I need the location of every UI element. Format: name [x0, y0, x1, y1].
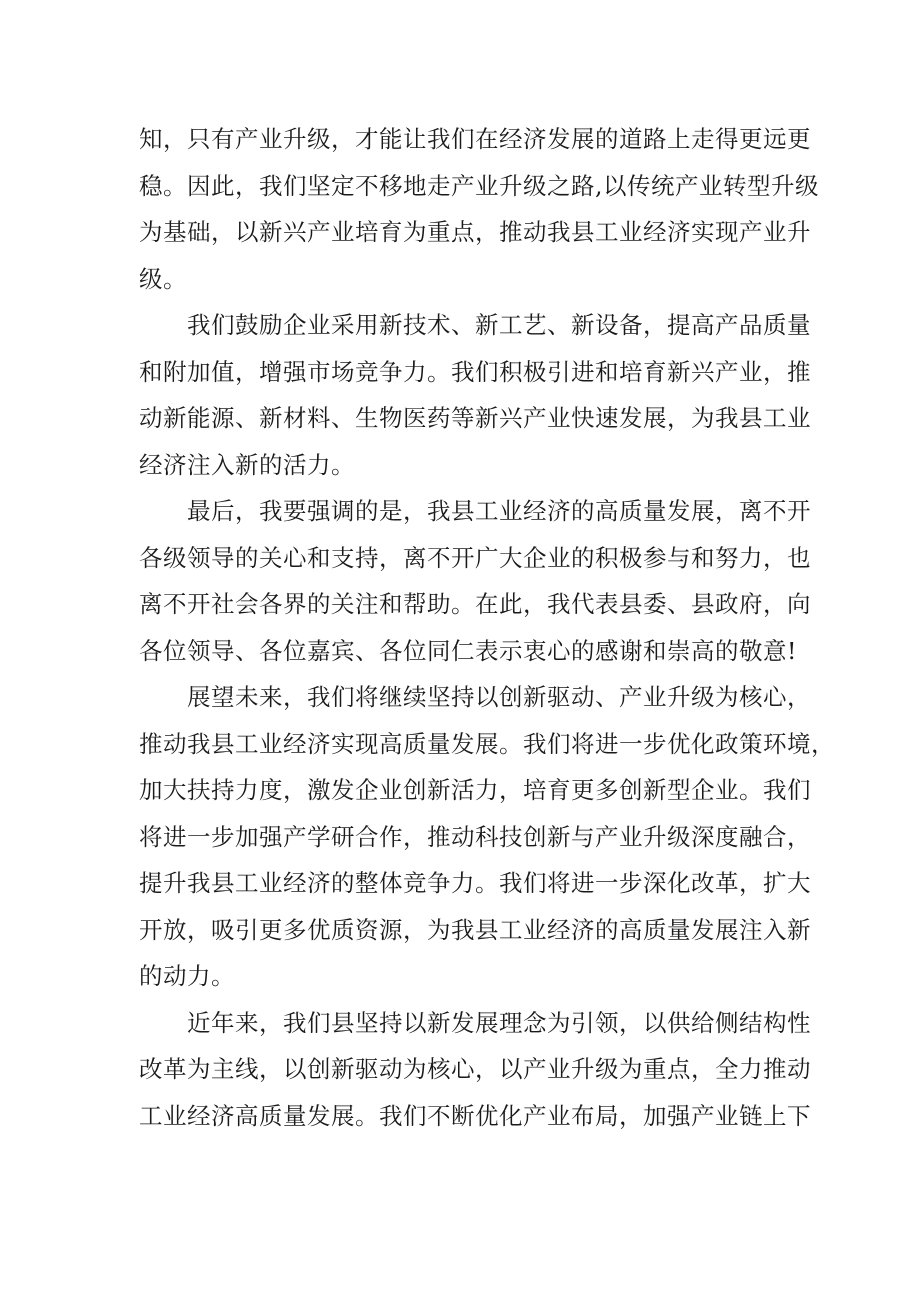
text-line: 和附加值，增强市场竞争力。我们积极引进和培育新兴产业，推: [139, 357, 811, 386]
body-text: [139, 116, 835, 1139]
text-line: 改革为主线，以创新驱动为核心，以产业升级为重点，全力推动: [139, 1055, 811, 1083]
text-line: 稳。因此，我们坚定不移地走产业升级之路,以传统产业转型升级: [139, 171, 819, 200]
text-line: 推动我县工业经济实现高质量发展。我们将进一步优化政策环境，: [139, 729, 835, 758]
text-line: 工业经济高质量发展。我们不断优化产业布局，加强产业链上下: [139, 1101, 811, 1130]
text-line: 开放，吸引更多优质资源，为我县工业经济的高质量发展注入新: [139, 915, 811, 944]
text-line: 各级领导的关心和支持，离不开广大企业的积极参与和努力，也: [139, 543, 811, 572]
text-line: 离不开社会各界的关注和帮助。在此，我代表县委、县政府，向: [139, 590, 811, 618]
text-line: 级。: [139, 264, 187, 293]
text-line: 为基础，以新兴产业培育为重点，推动我县工业经济实现产业升: [139, 218, 811, 246]
text-line: 经济注入新的活力。: [139, 450, 355, 479]
text-line: 将进一步加强产学研合作，推动科技创新与产业升级深度融合，: [139, 822, 811, 851]
text-line: 提升我县工业经济的整体竞争力。我们将进一步深化改革，扩大: [139, 869, 811, 897]
text-line: 展望未来，我们将继续坚持以创新驱动、产业升级为核心，: [187, 683, 811, 711]
text-line: 的动力。: [139, 962, 235, 990]
text-line: 近年来，我们县坚持以新发展理念为引领，以供给侧结构性: [187, 1008, 811, 1037]
text-line: 最后，我要强调的是，我县工业经济的高质量发展，离不开: [187, 497, 811, 525]
text-line: 各位领导、各位嘉宾、各位同仁表示衷心的感谢和崇高的敬意!: [139, 636, 797, 665]
text-line: 我们鼓励企业采用新技术、新工艺、新设备，提高产品质量: [187, 311, 811, 339]
text-line: 知，只有产业升级，才能让我们在经济发展的道路上走得更远更: [139, 125, 811, 153]
text-line: 动新能源、新材料、生物医药等新兴产业快速发展，为我县工业: [139, 404, 811, 432]
text-line: 加大扶持力度，激发企业创新活力，培育更多创新型企业。我们: [139, 776, 811, 804]
